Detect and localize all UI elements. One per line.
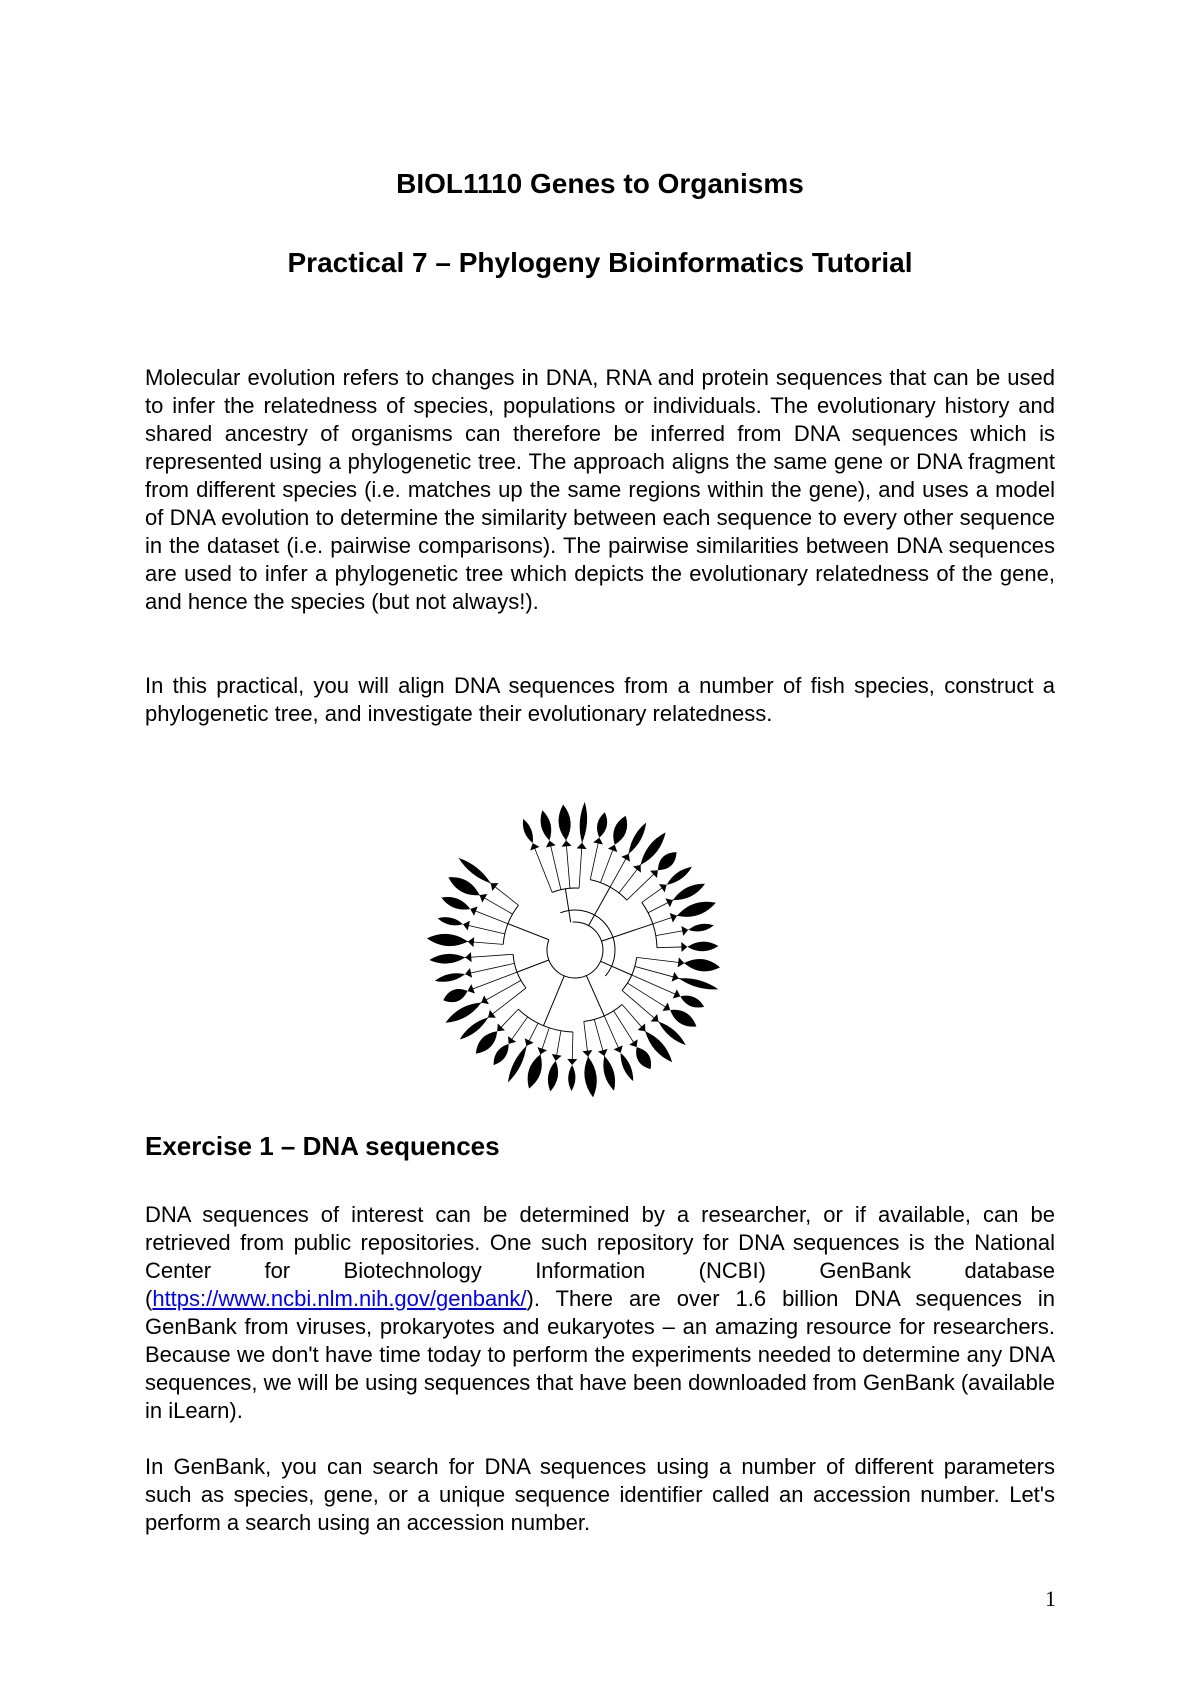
genbank-link[interactable]: https://www.ncbi.nlm.nih.gov/genbank/ bbox=[152, 1286, 527, 1311]
fish-silhouette-icon bbox=[669, 897, 717, 923]
genbank-text-after-link: ). There are over 1.6 billion DNA sequences in GenBank from viruses, prokaryotes and eukaryotes – an amazing resource for researchers. Because we don't have time today to perform the experiments needed to determine any DNA sequences, we will be using sequences that have been downloaded from GenBank (available in iLearn). bbox=[145, 1286, 1055, 1423]
fish-silhouette-icon bbox=[673, 989, 706, 1011]
fish-silhouette-icon bbox=[434, 968, 472, 986]
fish-silhouette-icon bbox=[538, 809, 556, 847]
tree-leaf-branch bbox=[572, 1032, 573, 1062]
document-subtitle: Practical 7 – Phylogeny Bioinformatics Tutorial bbox=[287, 247, 913, 278]
genbank-text-before-link: DNA sequences of interest can be determined by a researcher, or if available, can be retrieved from public repositories. One such repository for DNA sequences is the National Center for Biotechnology Information (NCBI) GenBank database ( bbox=[145, 1202, 1055, 1311]
fish-silhouette-icon bbox=[681, 941, 718, 952]
tree-branch bbox=[565, 889, 570, 923]
fish-silhouette-icon bbox=[566, 1059, 577, 1091]
practical-paragraph: In this practical, you will align DNA sequences from a number of fish species, construct a phylogenetic tree, and investigate their evolutionary relatedness. bbox=[145, 673, 1055, 726]
fish-silhouette-icon bbox=[557, 804, 572, 847]
tree-leaf-branch bbox=[466, 925, 505, 934]
intro-paragraph: Molecular evolution refers to changes in DNA, RNA and protein sequences that can be used to infer the relatedness of species, populations or individuals. The evolutionary history and shared ancestry of organisms can therefore be inferred from DNA sequences which is represented using a phylogenetic tree. The approach aligns the same gene or DNA fragment from different species (i.e. matches up the same regions within the gene), and uses a model of DNA evolution to determine the similarity between each sequence to every other sequence in the dataset (i.e. pairwise comparisons). The pairwise similarities between DNA sequences are used to infer a phylogenetic tree which depicts the evolutionary relatedness of the gene, and hence the species (but not always!). bbox=[145, 365, 1055, 614]
tree-leaf-branch bbox=[524, 1023, 538, 1050]
fish-silhouette-icon bbox=[441, 983, 475, 1006]
tree-branch bbox=[508, 924, 549, 940]
fish-silhouette-icon bbox=[681, 920, 714, 935]
fish-silhouette-icon bbox=[672, 972, 720, 994]
tree-leaf-branch bbox=[656, 930, 686, 935]
genbank-paragraph bbox=[145, 1201, 1055, 1425]
circular-phylogenetic-tree-icon bbox=[420, 795, 730, 1105]
tree-branch bbox=[560, 910, 615, 976]
fish-silhouette-icon bbox=[607, 814, 631, 853]
tree-leaf-branch bbox=[600, 845, 614, 882]
tree-leaf-branch bbox=[627, 983, 669, 1010]
tree-branch bbox=[517, 960, 549, 972]
fish-silhouette-icon bbox=[518, 817, 539, 850]
tree-leaf-branch bbox=[471, 909, 508, 924]
fish-silhouette-icon bbox=[577, 802, 590, 850]
tree-branch bbox=[602, 924, 653, 941]
tree-leaf-branch bbox=[632, 975, 678, 995]
tree-branch bbox=[601, 961, 632, 975]
tree-branch bbox=[586, 976, 604, 1016]
tree-leaf-branch bbox=[510, 1017, 527, 1041]
fish-silhouette-icon bbox=[437, 914, 470, 931]
fish-silhouette-icon bbox=[429, 952, 472, 965]
fish-silhouette-icon bbox=[523, 1047, 548, 1091]
tree-leaf-branch bbox=[534, 846, 552, 892]
tree-branch bbox=[544, 976, 565, 1026]
fish-silhouette-icon bbox=[545, 1054, 561, 1092]
tree-leaf-branch bbox=[604, 1016, 620, 1053]
fish-silhouette-icon bbox=[593, 811, 610, 844]
tree-branch bbox=[589, 887, 610, 925]
fish-silhouette-icon bbox=[598, 1049, 619, 1092]
tree-leaf-branch bbox=[590, 841, 598, 880]
phylogenetic-tree-figure bbox=[420, 795, 730, 1105]
fish-silhouette-icon bbox=[426, 932, 474, 948]
page-number: 1 bbox=[1045, 1586, 1056, 1611]
fish-silhouette-icon bbox=[581, 1050, 599, 1098]
fish-silhouette-icon bbox=[614, 1045, 638, 1083]
search-paragraph: In GenBank, you can search for DNA sequences using a number of different parameters such as species, gene, or a unique sequence identifier called an accession number. Let's perform a search using an accession number. bbox=[145, 1454, 1055, 1535]
exercise-heading: Exercise 1 – DNA sequences bbox=[145, 1131, 500, 1161]
fish-silhouette-icon bbox=[678, 956, 721, 973]
tree-leaf-branch bbox=[470, 972, 517, 990]
fish-silhouette-icon bbox=[440, 893, 478, 916]
tree-leaf-branch bbox=[466, 963, 515, 974]
tree-leaf-branch bbox=[550, 841, 561, 890]
tree-branch bbox=[547, 922, 603, 978]
document-title: BIOL1110 Genes to Organisms bbox=[396, 168, 804, 199]
